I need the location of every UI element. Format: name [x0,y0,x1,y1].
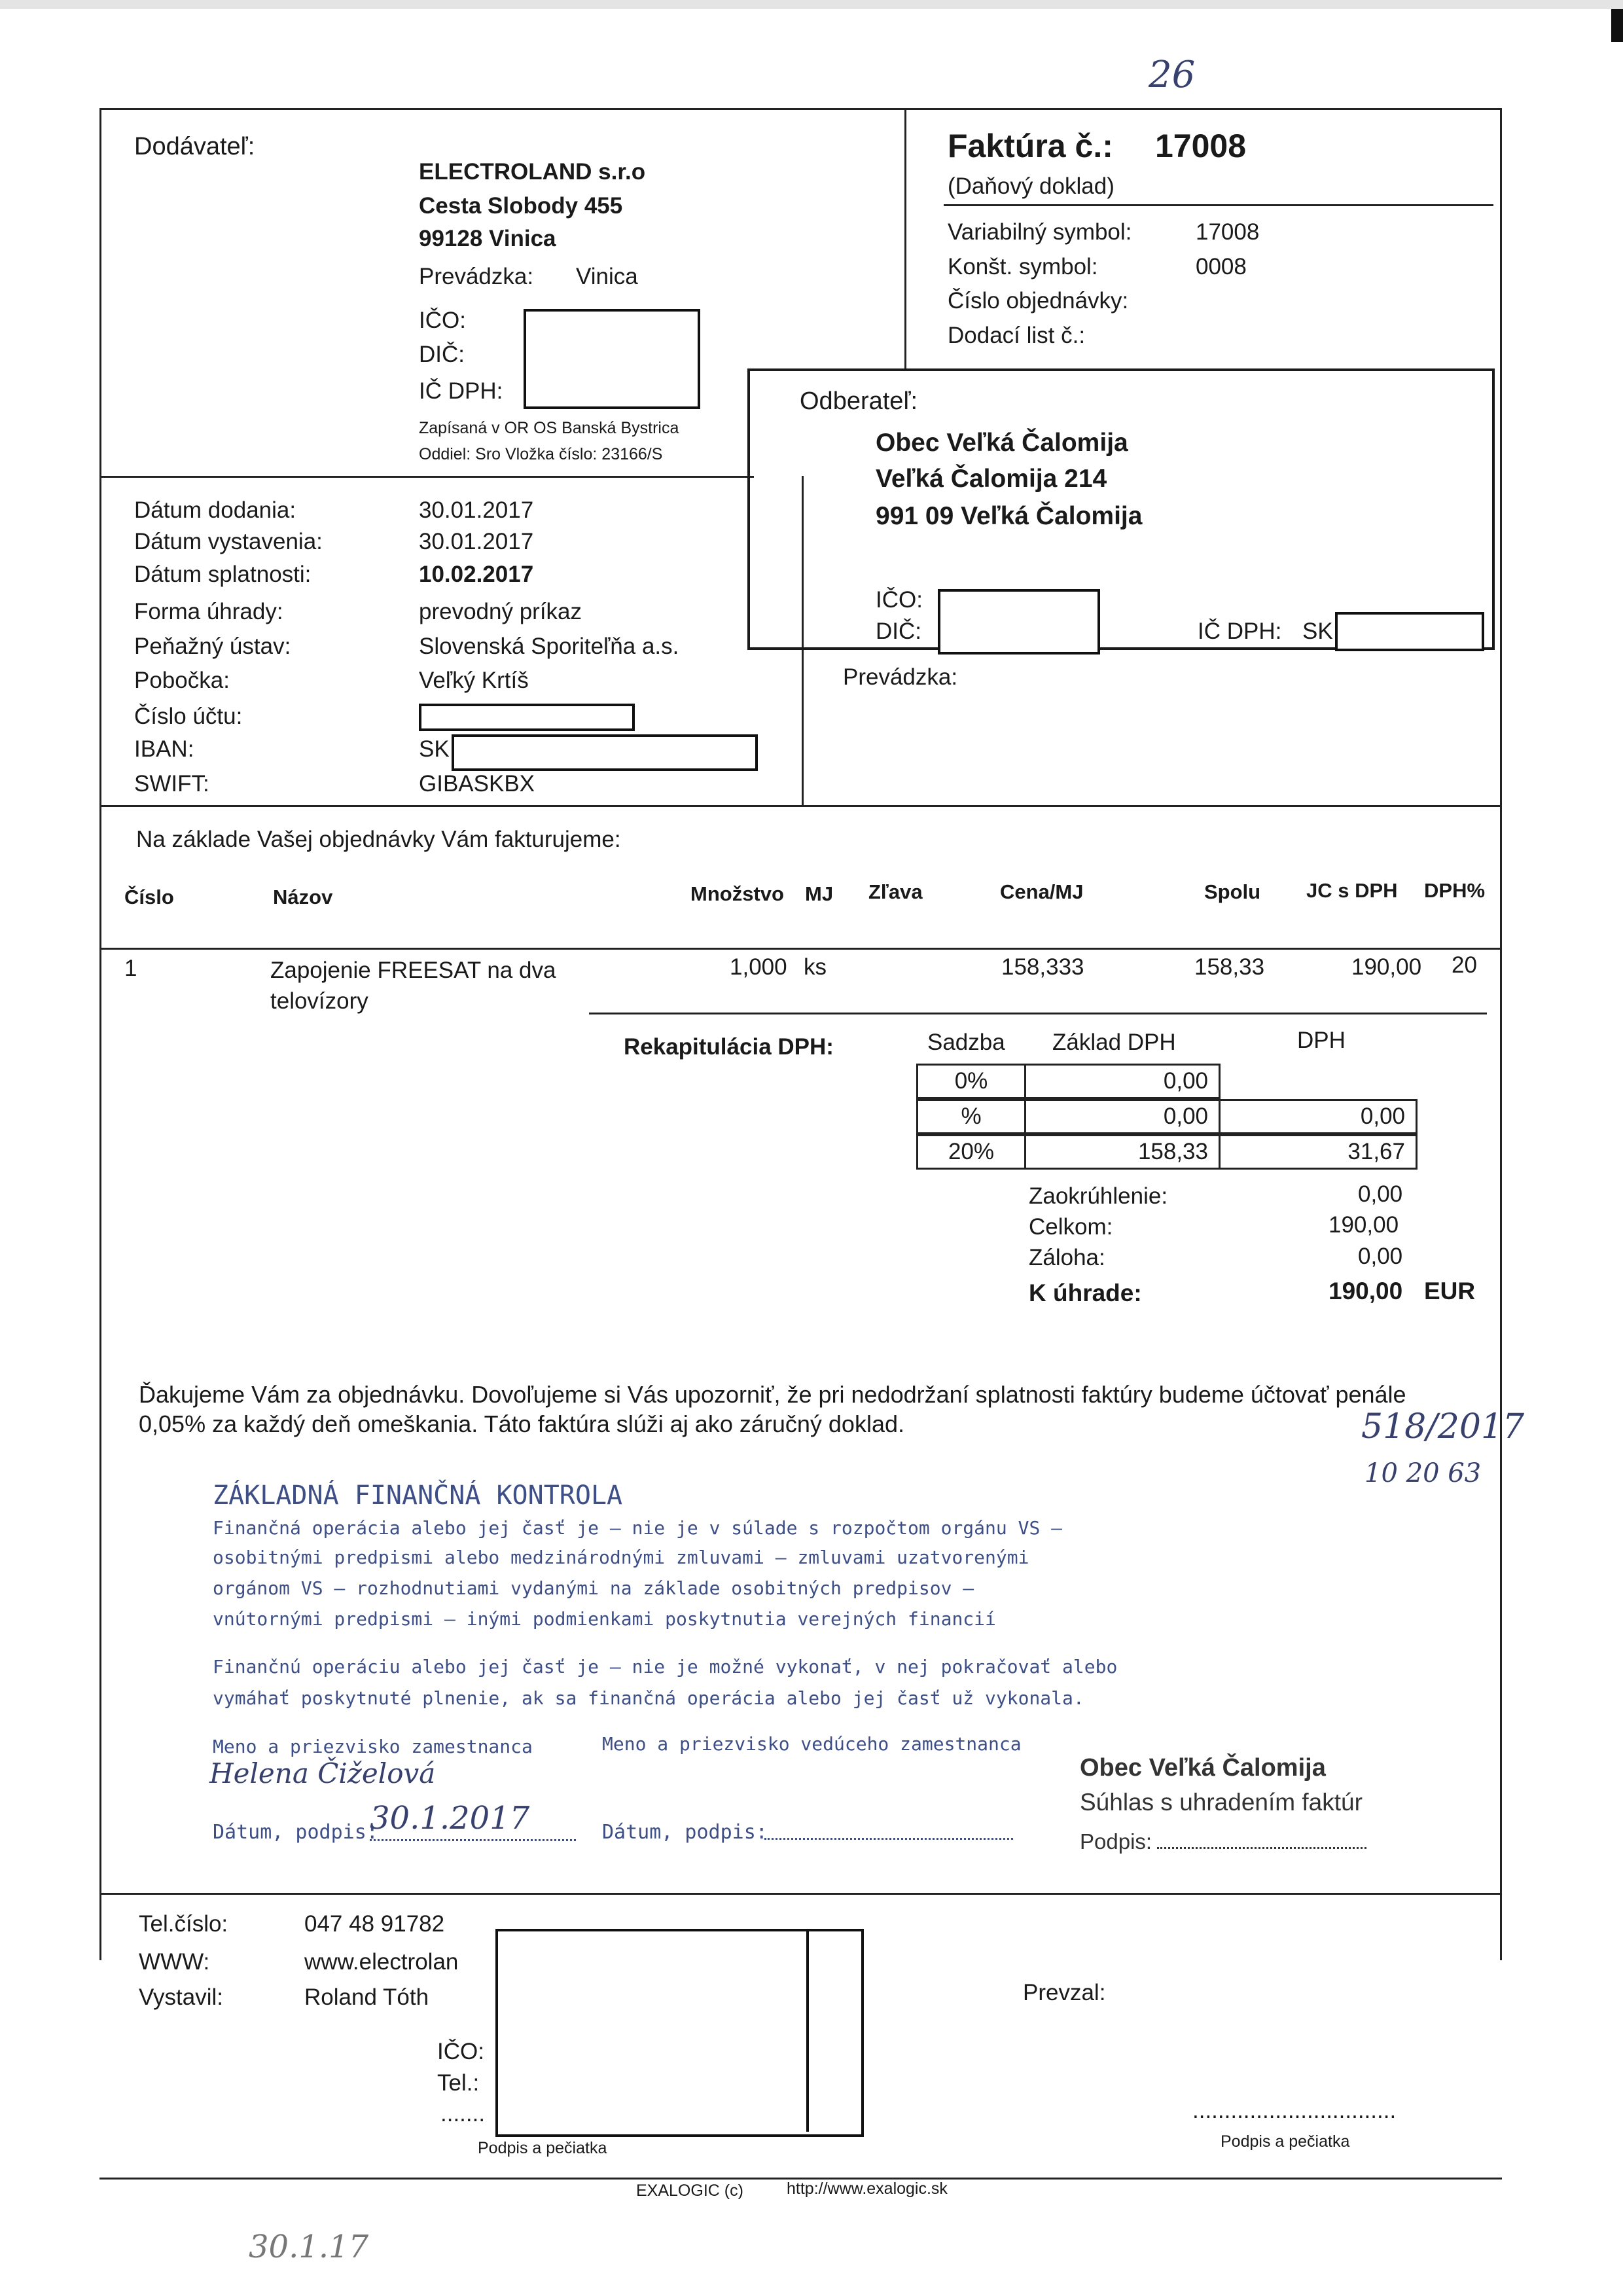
due-date-label: Dátum splatnosti: [134,562,312,587]
vat-base-0-cell: 0,00 [1024,1064,1221,1099]
supplier-name: ELECTROLAND s.r.o [419,159,646,185]
account-number-redaction [419,704,635,731]
control-stamp-employee-label: Meno a priezvisko zamestnanca [213,1736,533,1757]
vat-recap-label: Rekapitulácia DPH: [624,1034,834,1060]
variable-symbol-label: Variabilný symbol: [948,219,1132,245]
item-vat-rate: 20 [1452,952,1477,978]
website-value: www.electrolan [304,1949,459,1975]
control-stamp-p1-line-3: orgánom VS – rozhodnutiami vydanými na základe osobitných predpisov – [213,1577,974,1599]
control-stamp-date-label-2: Dátum, podpis: [602,1821,768,1844]
col-total-header: Spolu [1204,880,1261,903]
constant-symbol-label: Konšt. symbol: [948,254,1098,279]
amount-due-value: 190,00 [1329,1278,1403,1304]
footer-tel-label: Tel.: [437,2070,480,2096]
col-number-header: Číslo [124,886,174,908]
item-name-line-1: Zapojenie FREESAT na dva [270,958,556,983]
item-unit: ks [804,954,827,980]
vat-base-20-cell: 158,33 [1024,1134,1221,1170]
footer-stamp-inner-line [806,1929,809,2132]
amount-due-currency: EUR [1424,1278,1476,1304]
supplier-street: Cesta Slobody 455 [419,193,623,219]
vat-amount-20-cell: 31,67 [1219,1134,1418,1170]
item-number: 1 [124,956,137,981]
total-value: 190,00 [1329,1212,1399,1238]
footer-ico-label: IČO: [437,2039,484,2064]
item-unit-price: 158,333 [1001,954,1084,980]
approval-stamp-sign-label: Podpis: [1080,1829,1152,1854]
issue-date-label: Dátum vystavenia: [134,529,323,554]
iban-redaction [452,734,758,771]
approval-stamp-name: Obec Veľká Čalomija [1080,1754,1326,1782]
rounding-label: Zaokrúhlenie: [1029,1183,1168,1209]
advance-label: Záloha: [1029,1245,1105,1270]
payment-method-value: prevodný príkaz [419,599,582,624]
customer-dic-label: DIČ: [876,619,921,644]
col-unit-price-header: Cena/MJ [1000,880,1084,903]
supplier-icdph-label: IČ DPH: [419,378,503,404]
header-divider [904,108,906,370]
variable-symbol-value: 17008 [1196,219,1260,245]
issue-date-value: 30.01.2017 [419,529,534,554]
due-date-value: 10.02.2017 [419,562,534,587]
penalty-note-line-2: 0,05% za každý deň omeškania. Táto faktúra slúži aj ako záručný doklad. [139,1410,904,1437]
customer-icdph-prefix: SK [1302,619,1333,644]
payment-bottom-line [99,805,1502,807]
supplier-heading: Dodávateľ: [134,133,255,160]
handwritten-reference-2: 10 20 63 [1364,1458,1482,1488]
invoice-title-underline [944,204,1493,206]
customer-city: 991 09 Veľká Čalomija [876,502,1143,530]
col-price-vat-header: JC s DPH [1306,879,1398,902]
vat-rate-1-cell: % [916,1099,1026,1134]
approval-stamp-dots [1157,1847,1366,1849]
right-signature-label: Podpis a pečiatka [1221,2132,1350,2151]
vat-rate-20-cell: 20% [916,1134,1026,1170]
bank-value: Slovenská Sporiteľňa a.s. [419,634,679,659]
control-stamp-manager-label: Meno a priezvisko vedúceho zamestnanca [602,1733,1022,1755]
customer-heading: Odberateľ: [800,387,918,415]
vat-amount-1-cell: 0,00 [1219,1099,1418,1134]
col-discount-header: Zľava [868,880,923,903]
payment-method-label: Forma úhrady: [134,599,283,624]
handwritten-reference-1: 518/2017 [1361,1407,1525,1446]
frame-top [99,108,1502,110]
supplier-id-redaction [524,309,700,409]
delivery-date-value: 30.01.2017 [419,497,534,523]
footer-top-line [99,1893,1502,1895]
phone-value: 047 48 91782 [304,1911,445,1937]
employee-signature-date: 30.1.2017 [370,1800,530,1837]
frame-right [1500,108,1502,1960]
col-quantity-header: Množstvo [690,882,784,905]
bank-label: Peňažný ústav: [134,634,291,659]
customer-street: Veľká Čalomija 214 [876,465,1107,493]
vat-recap-base-header: Základ DPH [1052,1030,1176,1055]
control-stamp-p1-line-4: vnútornými predpismi – inými podmienkami poskytnutia verejných financií [213,1608,996,1630]
col-name-header: Názov [273,886,333,908]
customer-name: Obec Veľká Čalomija [876,429,1128,457]
scan-edge-top [0,0,1623,9]
control-stamp-p1-line-1: Finančná operácia alebo jej časť je – nie je v súlade s rozpočtom orgánu VS – [213,1517,1063,1539]
customer-ico-label: IČO: [876,587,923,613]
customer-branch-label: Prevádzka: [843,664,958,690]
invoice-subtitle: (Daňový doklad) [948,173,1115,199]
issued-by-value: Roland Tóth [304,1984,429,2010]
bank-branch-value: Veľký Krtíš [419,668,529,693]
customer-icdph-label: IČ DPH: [1198,619,1282,644]
amount-due-label: K úhrade: [1029,1280,1142,1306]
approval-stamp-text: Súhlas s uhradením faktúr [1080,1789,1363,1816]
customer-id-redaction [938,589,1100,655]
customer-icdph-redaction [1335,612,1484,651]
item-quantity: 1,000 [730,954,787,980]
delivery-note-label: Dodací list č.: [948,323,1086,348]
manager-signature-dots [764,1838,1013,1840]
vat-base-1-cell: 0,00 [1024,1099,1221,1134]
control-stamp-p2-line-1: Finančnú operáciu alebo jej časť je – nie je možné vykonať, v nej pokračovať alebo [213,1656,1118,1677]
item-price-with-vat: 190,00 [1351,954,1422,980]
rounding-value: 0,00 [1358,1181,1403,1207]
supplier-dic-label: DIČ: [419,342,465,367]
footer-dots-left: ....... [440,2101,486,2126]
footer-dots-right: ................................ [1192,2098,1397,2123]
supplier-branch-label: Prevádzka: [419,264,534,289]
advance-value: 0,00 [1358,1244,1403,1269]
invoice-number: 17008 [1155,128,1247,164]
supplier-register-line-2: Oddiel: Sro Vložka číslo: 23166/S [419,445,663,463]
employee-signature-dots [370,1839,576,1841]
frame-left [99,108,101,1960]
penalty-note-line-1: Ďakujeme Vám za objednávku. Dovoľujeme si Vás upozorniť, že pri nedodržaní splatnosti faktúry budeme účtovať penále [139,1381,1406,1408]
col-vat-rate-header: DPH% [1424,879,1486,902]
iban-prefix: SK [419,736,450,762]
control-stamp-date-label-1: Dátum, podpis: [213,1821,378,1844]
item-total: 158,33 [1194,954,1265,980]
items-header-line [99,948,1502,950]
website-label: WWW: [139,1949,210,1975]
software-credit: EXALOGIC (c) [636,2181,743,2200]
delivery-date-label: Dátum dodania: [134,497,296,523]
vat-recap-rate-header: Sadzba [927,1030,1005,1055]
phone-label: Tel.číslo: [139,1911,228,1937]
supplier-bottom-line [99,476,754,478]
invoice-title-label: Faktúra č.: [948,128,1113,164]
scan-edge-right [1611,9,1623,42]
received-by-label: Prevzal: [1023,1980,1106,2005]
employee-signature-name: Helena Čiželová [209,1757,436,1789]
items-end-line [589,1013,1487,1014]
supplier-ico-label: IČO: [419,308,466,333]
bank-branch-label: Pobočka: [134,668,230,693]
control-stamp-p1-line-2: osobitnými predpismi alebo medzinárodnými zmluvami – zmluvami uzatvorenými [213,1547,1029,1568]
item-name-line-2: telovízory [270,988,368,1014]
issued-by-label: Vystavil: [139,1984,224,2010]
software-url[interactable]: http://www.exalogic.sk [787,2179,948,2198]
control-stamp-p2-line-2: vymáhať poskytnuté plnenie, ak sa finančná operácia alebo jej časť už vykonala. [213,1687,1084,1709]
vat-recap-vat-header: DPH [1297,1028,1346,1053]
swift-label: SWIFT: [134,771,209,797]
col-unit-header: MJ [805,882,834,905]
order-number-label: Číslo objednávky: [948,288,1129,314]
account-number-label: Číslo účtu: [134,704,243,729]
left-signature-label: Podpis a pečiatka [478,2139,607,2157]
supplier-city: 99128 Vinica [419,226,556,251]
vat-rate-0-cell: 0% [916,1064,1026,1099]
supplier-register-line-1: Zapísaná v OR OS Banská Bystrica [419,419,679,437]
supplier-branch-value: Vinica [576,264,638,289]
swift-value: GIBASKBX [419,771,535,797]
handwritten-page-number: 26 [1149,54,1196,96]
constant-symbol-value: 0008 [1196,254,1247,279]
total-label: Celkom: [1029,1214,1113,1240]
invoice-intro: Na základe Vašej objednávky Vám fakturujeme: [136,827,621,852]
handwritten-bottom-date: 30.1.17 [249,2229,369,2265]
control-stamp-title: ZÁKLADNÁ FINANČNÁ KONTROLA [213,1480,623,1511]
iban-label: IBAN: [134,736,194,762]
